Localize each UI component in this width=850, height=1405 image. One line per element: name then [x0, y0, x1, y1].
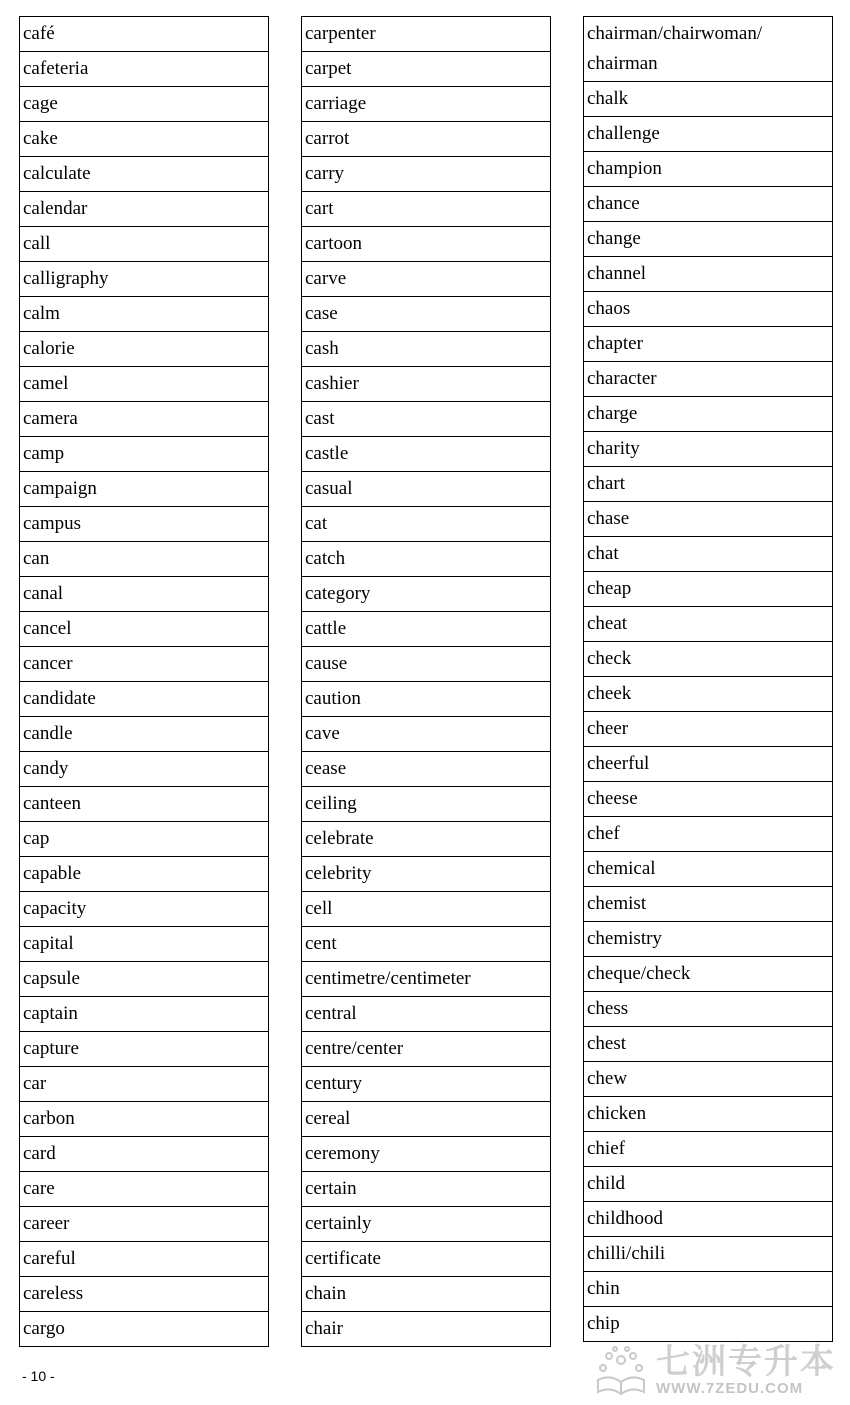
word-cell: chain: [302, 1277, 550, 1312]
word-cell: category: [302, 577, 550, 612]
word-cell: character: [584, 362, 832, 397]
word-cell: cheese: [584, 782, 832, 817]
word-cell: chaos: [584, 292, 832, 327]
word-cell: challenge: [584, 117, 832, 152]
word-cell: café: [20, 17, 268, 52]
word-cell: casual: [302, 472, 550, 507]
word-cell: child: [584, 1167, 832, 1202]
word-cell: careful: [20, 1242, 268, 1277]
word-cell: celebrate: [302, 822, 550, 857]
word-cell: caution: [302, 682, 550, 717]
word-cell: call: [20, 227, 268, 262]
word-cell: chip: [584, 1307, 832, 1342]
word-cell: cake: [20, 122, 268, 157]
word-cell: calm: [20, 297, 268, 332]
word-cell: chicken: [584, 1097, 832, 1132]
word-cell: car: [20, 1067, 268, 1102]
word-cell: cheek: [584, 677, 832, 712]
word-cell: cave: [302, 717, 550, 752]
word-cell: chart: [584, 467, 832, 502]
word-cell: camp: [20, 437, 268, 472]
word-cell: cancer: [20, 647, 268, 682]
word-cell: cheque/check: [584, 957, 832, 992]
word-cell: chemist: [584, 887, 832, 922]
word-cell: cap: [20, 822, 268, 857]
word-cell: chief: [584, 1132, 832, 1167]
word-cell: carrot: [302, 122, 550, 157]
word-column-1: [19, 16, 269, 1347]
word-cell: carbon: [20, 1102, 268, 1137]
word-cell: cheat: [584, 607, 832, 642]
word-cell: cat: [302, 507, 550, 542]
word-cell: canteen: [20, 787, 268, 822]
word-cell: capture: [20, 1032, 268, 1067]
word-cell: chalk: [584, 82, 832, 117]
word-cell: chemistry: [584, 922, 832, 957]
word-cell: camera: [20, 402, 268, 437]
word-cell: celebrity: [302, 857, 550, 892]
word-cell: cell: [302, 892, 550, 927]
word-cell: candle: [20, 717, 268, 752]
word-cell: capable: [20, 857, 268, 892]
word-cell: cancel: [20, 612, 268, 647]
word-cell: cart: [302, 192, 550, 227]
word-cell: ceremony: [302, 1137, 550, 1172]
word-cell: candidate: [20, 682, 268, 717]
word-cell: carry: [302, 157, 550, 192]
word-cell: careless: [20, 1277, 268, 1312]
word-cell: calligraphy: [20, 262, 268, 297]
word-cell: change: [584, 222, 832, 257]
word-cell: castle: [302, 437, 550, 472]
word-cell: cage: [20, 87, 268, 122]
word-cell: campus: [20, 507, 268, 542]
word-cell: cast: [302, 402, 550, 437]
word-cell: chairman/chairwoman/ chairman: [584, 17, 832, 82]
watermark: [592, 1340, 844, 1400]
word-cell: century: [302, 1067, 550, 1102]
word-cell: capital: [20, 927, 268, 962]
word-cell: can: [20, 542, 268, 577]
word-cell: catch: [302, 542, 550, 577]
word-cell: calculate: [20, 157, 268, 192]
word-cell: candy: [20, 752, 268, 787]
word-cell: certificate: [302, 1242, 550, 1277]
word-cell: chat: [584, 537, 832, 572]
word-cell: case: [302, 297, 550, 332]
word-cell: chilli/chili: [584, 1237, 832, 1272]
word-cell: cargo: [20, 1312, 268, 1347]
word-cell: chair: [302, 1312, 550, 1347]
word-cell: carpenter: [302, 17, 550, 52]
word-cell: cause: [302, 647, 550, 682]
word-cell: care: [20, 1172, 268, 1207]
word-cell: certainly: [302, 1207, 550, 1242]
word-cell: campaign: [20, 472, 268, 507]
watermark-url: WWW.7ZEDU.COM: [656, 1379, 804, 1397]
word-cell: cheer: [584, 712, 832, 747]
word-cell: calorie: [20, 332, 268, 367]
word-cell: capacity: [20, 892, 268, 927]
word-cell: cartoon: [302, 227, 550, 262]
word-cell: cheerful: [584, 747, 832, 782]
word-cell: chin: [584, 1272, 832, 1307]
word-cell: chemical: [584, 852, 832, 887]
word-cell: check: [584, 642, 832, 677]
word-cell: cease: [302, 752, 550, 787]
word-cell: cheap: [584, 572, 832, 607]
word-cell: carpet: [302, 52, 550, 87]
word-cell: certain: [302, 1172, 550, 1207]
word-cell: camel: [20, 367, 268, 402]
word-cell: carriage: [302, 87, 550, 122]
word-cell: career: [20, 1207, 268, 1242]
word-cell: card: [20, 1137, 268, 1172]
word-cell: carve: [302, 262, 550, 297]
word-cell: chest: [584, 1027, 832, 1062]
page-number: - 10 -: [22, 1368, 55, 1384]
word-cell: canal: [20, 577, 268, 612]
word-cell: chew: [584, 1062, 832, 1097]
word-cell: cafeteria: [20, 52, 268, 87]
word-cell: central: [302, 997, 550, 1032]
word-cell: capsule: [20, 962, 268, 997]
word-cell: charge: [584, 397, 832, 432]
word-cell: centimetre/centimeter: [302, 962, 550, 997]
word-cell: champion: [584, 152, 832, 187]
word-cell: chapter: [584, 327, 832, 362]
word-cell: calendar: [20, 192, 268, 227]
word-cell: ceiling: [302, 787, 550, 822]
word-cell: chase: [584, 502, 832, 537]
word-column-3: [583, 16, 833, 1342]
word-cell: cent: [302, 927, 550, 962]
word-cell: chef: [584, 817, 832, 852]
watermark-chinese-text: 七洲专升本: [656, 1341, 836, 1382]
word-cell: cattle: [302, 612, 550, 647]
flower-book-logo-icon: [592, 1344, 650, 1396]
word-column-2: [301, 16, 551, 1347]
word-cell: channel: [584, 257, 832, 292]
word-cell: charity: [584, 432, 832, 467]
word-cell: chance: [584, 187, 832, 222]
word-cell: cereal: [302, 1102, 550, 1137]
word-cell: centre/center: [302, 1032, 550, 1067]
word-cell: childhood: [584, 1202, 832, 1237]
word-cell: cash: [302, 332, 550, 367]
word-cell: cashier: [302, 367, 550, 402]
word-cell: chess: [584, 992, 832, 1027]
word-cell: captain: [20, 997, 268, 1032]
